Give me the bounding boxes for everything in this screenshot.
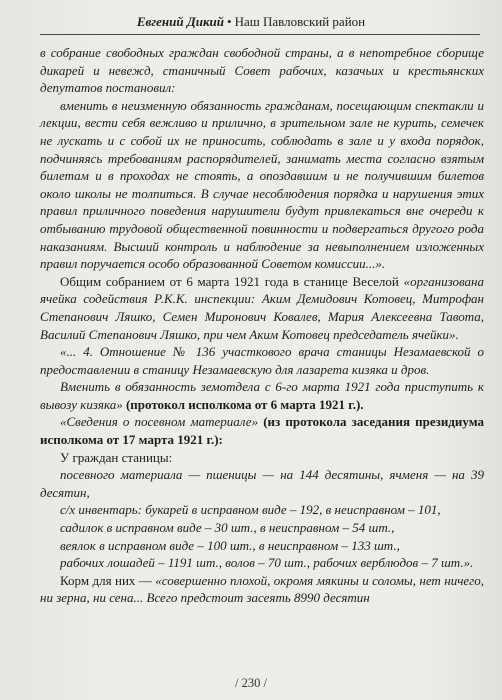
paragraph-5 bbox=[40, 378, 484, 413]
page-body bbox=[40, 44, 484, 607]
header-author: Евгений Дикий bbox=[136, 14, 225, 29]
header-book-title: Наш Павловский район bbox=[234, 14, 366, 29]
paragraph-1: в собрание свободных граждан свободной страны, а в непотребное сборище дикарей и невежд, станичный Совет рабочих, казачьих и крестьянских депутатов постановил: bbox=[40, 45, 484, 96]
paragraph-6-quote: «Сведения о посевном материале» bbox=[60, 414, 259, 430]
paragraph-3 bbox=[40, 273, 484, 343]
paragraph-8: посевного материала — пшеницы — на 144 десятины, ячменя — на 39 десятин, bbox=[40, 467, 484, 500]
paragraph-2: вменить в неизменную обязанность гражданам, посещающим спектакли и лекции, вести себя вежливо и прилично, в зрительном зале не курить, семечек не лускать и с собой их не приносить, соблюдать в зале и у входа порядок, подчиняясь требованиям распорядителей, занимать места согласно взятым билетам и в проходах не стоять, а опоздавшим и не получившим билетов около школы не толпиться. В случае несоблюдения порядка и нарушения этих правил приличного поведения нарушители будут привлекаться вне очереди к отбыванию трудовой общественной повинности и подвергаться другого рода наказаниям. Высший контроль и наблюдение за невыполнением изложенных правил поручается особо образованной Советом комиссии...». bbox=[40, 97, 484, 272]
paragraph-5-source: (протокол исполкома от 6 марта 1921 г.). bbox=[122, 396, 364, 412]
paragraph-12: рабочих лошадей – 1191 шт., волов – 70 шт., рабочих верблюдов – 7 шт.». bbox=[60, 555, 474, 571]
paragraph-5-quote: Вменить в обязанность земотдела с 6-го марта 1921 года приступить к вывозу кизяка» bbox=[40, 379, 484, 412]
paragraph-10: садилок в исправном виде – 30 шт., в неисправном – 54 шт., bbox=[60, 520, 395, 536]
paragraph-6 bbox=[40, 413, 484, 448]
paragraph-13-quote: «совершенно плохой, окромя мякины и соломы, нет ничего, ни зерна, ни сена... Всего предстоит засеять 8990 десятин bbox=[40, 572, 484, 606]
paragraph-7: У граждан станицы: bbox=[60, 449, 173, 465]
paragraph-4: «... 4. Отношение № 136 участкового врача станицы Незамаевской о предоставлении в станицу Незамаевскую для лазарета кизяка и дров. bbox=[40, 344, 484, 377]
paragraph-3-intro: Общим собранием от 6 марта 1921 года в станице Веселой bbox=[60, 273, 404, 289]
paragraph-13 bbox=[40, 572, 484, 607]
running-header bbox=[0, 14, 502, 30]
paragraph-13-intro: Корм для них — bbox=[60, 572, 156, 588]
paragraph-3-quote: «организована ячейка содействия Р.К.К. инспекции: Аким Демидович Котовец, Митрофан Степанович Ляшко, Семен Миронович Ковалев, Мария Алексеевна Тавота, Василий Степанович Ляшко, при чем Аким Котовец председатель ячейки». bbox=[40, 273, 484, 342]
header-separator: • bbox=[227, 14, 232, 29]
page-number: / 230 / bbox=[235, 676, 267, 690]
paragraph-11: веялок в исправном виде – 100 шт., в неисправном – 133 шт., bbox=[60, 537, 400, 553]
paragraph-9: с/х инвентарь: букарей в исправном виде – 192, в неисправном – 101, bbox=[60, 502, 441, 518]
header-rule bbox=[40, 34, 480, 35]
paragraph-6-source: (из протокола заседания президиума исполкома от 17 марта 1921 г.): bbox=[40, 414, 484, 448]
